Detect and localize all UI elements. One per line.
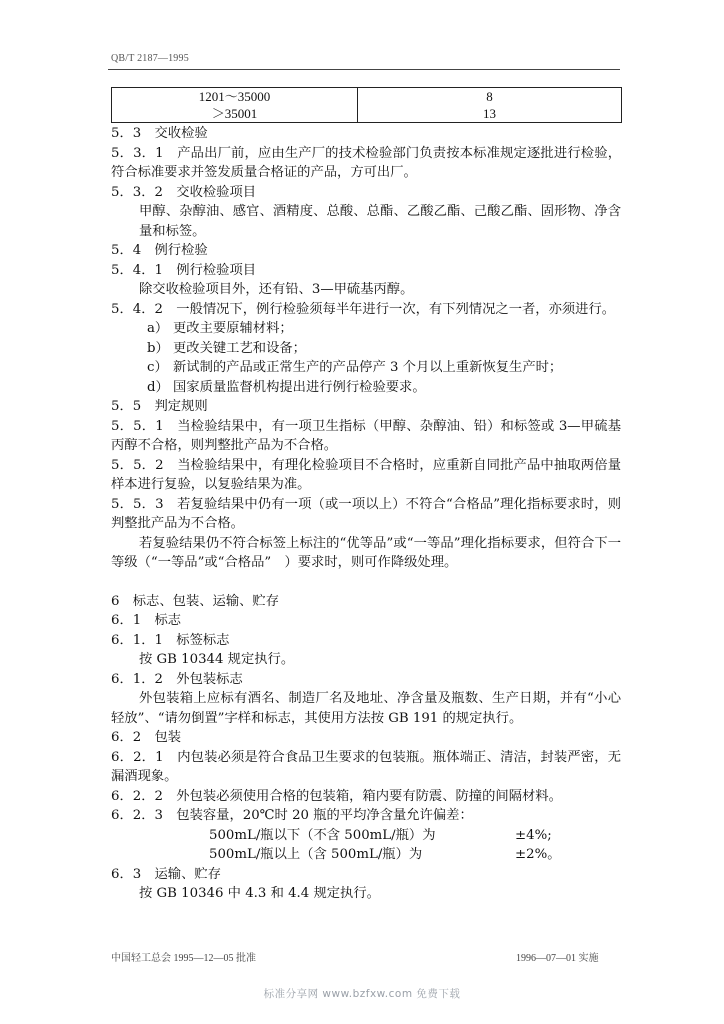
list-label: d） bbox=[147, 379, 169, 395]
approval-note: 中国轻工总会 1995—12—05 批准 bbox=[111, 953, 256, 964]
paragraph: 6．2．3 包装容量，20℃时 20 瓶的平均净含量允许偏差： bbox=[111, 808, 473, 823]
paragraph: 6．2．2 外包装必须使用合格的包装箱，箱内要有防震、防撞的间隔材料。 bbox=[111, 788, 562, 804]
paragraph: 除交收检验项目外，还有铅、3—甲硫基丙醇。 bbox=[139, 282, 414, 297]
section-heading: 5．3．2 交收检验项目 bbox=[111, 184, 257, 200]
paragraph: 按 GB 10344 规定执行。 bbox=[139, 652, 295, 667]
spacer bbox=[111, 573, 621, 592]
tolerance-row bbox=[111, 845, 621, 865]
section-heading: 6．1 标志 bbox=[111, 613, 182, 628]
paragraph: 若复验结果仍不符合标签上标注的“优等品”或“一等品”理化指标要求，但符合下一等级（“一等品”或“合格品” ）要求时，则可作降级处理。 bbox=[111, 535, 621, 570]
paragraph: 6．2．1 内包装必须是符合食品卫生要求的包装瓶。瓶体端正、清洁，封装严密，无漏酒现象。 bbox=[111, 749, 621, 784]
list-label: a） bbox=[147, 321, 169, 336]
list-text: 国家质量监督机构提出进行例行检验要求。 bbox=[173, 379, 426, 395]
table-cell: 1201～35000 bbox=[112, 88, 358, 106]
sample-size-table bbox=[111, 87, 622, 123]
standard-code-header: QB/T 2187—1995 bbox=[111, 53, 189, 64]
section-heading: 5．3 交收检验 bbox=[111, 126, 208, 141]
table-cell: 8 bbox=[358, 88, 622, 106]
list-label: c） bbox=[147, 360, 168, 375]
section-heading: 5．4．1 例行检验项目 bbox=[111, 262, 257, 278]
list-item bbox=[147, 358, 621, 378]
tolerance-value: ±4%; bbox=[515, 827, 552, 843]
section-heading: 5．5 判定规则 bbox=[111, 399, 208, 414]
table-cell: ＞35001 bbox=[112, 105, 358, 123]
list-text: 更改主要原辅材料； bbox=[173, 321, 293, 336]
implementation-note: 1996—07—01 实施 bbox=[516, 953, 599, 964]
document-body bbox=[111, 124, 621, 904]
list-text: 新试制的产品或正常生产的产品停产 3 个月以上重新恢复生产时； bbox=[173, 360, 563, 375]
section-heading: 6．1．2 外包装标志 bbox=[111, 671, 243, 687]
header-rule bbox=[108, 69, 620, 70]
paragraph: 外包装箱上应标有酒名、制造厂名及地址、净含量及瓶数、生产日期，并有“小心轻放”、“请勿倒置”字样和标志，其使用方法按 GB 191 的规定执行。 bbox=[111, 691, 621, 726]
paragraph: 5．3．1 产品出厂前，应由生产厂的技术检验部门负责按本标准规定逐批进行检验，符合标准要求并签发质量合格证的产品，方可出厂。 bbox=[111, 145, 621, 180]
section-heading: 6．1．1 标签标志 bbox=[111, 632, 230, 648]
tolerance-value: ±2%。 bbox=[515, 847, 561, 862]
paragraph: 5．4．2 一般情况下，例行检验须每半年进行一次，有下列情况之一者，亦须进行。 bbox=[111, 301, 616, 317]
paragraph: 甲醇、杂醇油、感官、酒精度、总酸、总酯、乙酸乙酯、己酸乙酯、固形物、净含量和标签。 bbox=[139, 204, 621, 239]
chapter-heading: 6 标志、包装、运输、贮存 bbox=[111, 593, 280, 609]
table-row bbox=[112, 88, 622, 106]
list-item bbox=[147, 319, 621, 339]
condition-list bbox=[111, 319, 621, 397]
watermark-footer: 标准分享网 www.bzfxw.com 免费下载 bbox=[263, 988, 461, 1000]
section-heading: 5．4 例行检验 bbox=[111, 243, 208, 258]
tolerance-row bbox=[111, 826, 621, 846]
tolerance-label: 500mL/瓶以上（含 500mL/瓶）为 bbox=[209, 847, 423, 862]
section-heading: 6．3 运输、贮存 bbox=[111, 866, 221, 882]
list-label: b） bbox=[147, 340, 169, 356]
table-cell: 13 bbox=[358, 105, 622, 123]
paragraph: 5．5．1 当检验结果中，有一项卫生指标（甲醇、杂醇油、铅）和标签或 3—甲硫基丙醇不合格，则判整批产品为不合格。 bbox=[111, 418, 621, 453]
list-item bbox=[147, 339, 621, 359]
table-row bbox=[112, 105, 622, 123]
list-text: 更改关键工艺和设备； bbox=[173, 340, 306, 356]
tolerance-label: 500mL/瓶以下（不含 500mL/瓶）为 bbox=[209, 827, 436, 843]
paragraph: 5．5．2 当检验结果中，有理化检验项目不合格时，应重新自同批产品中抽取两倍量样本进行复验，以复验结果为准。 bbox=[111, 457, 621, 492]
section-heading: 6．2 包装 bbox=[111, 730, 182, 745]
paragraph: 5．5．3 若复验结果中仍有一项（或一项以上）不符合“合格品”理化指标要求时，则判整批产品为不合格。 bbox=[111, 496, 621, 531]
list-item bbox=[147, 378, 621, 398]
paragraph: 按 GB 10346 中 4.3 和 4.4 规定执行。 bbox=[139, 886, 380, 901]
